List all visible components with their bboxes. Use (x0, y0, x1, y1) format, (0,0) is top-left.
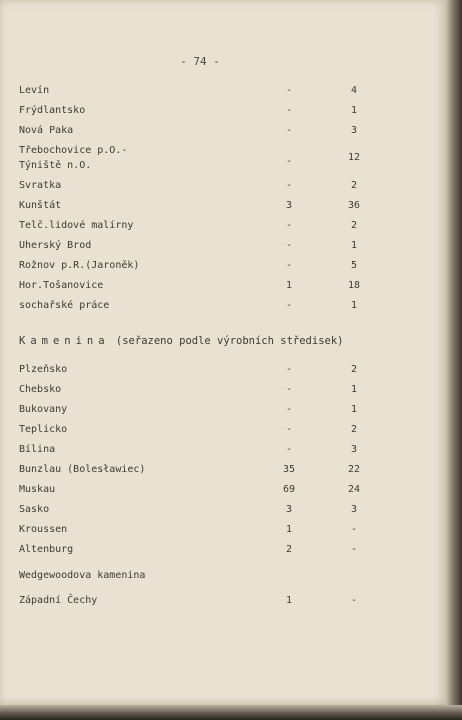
row-name: Hor.Tošanovice (19, 280, 104, 291)
row-col2: 1 (350, 404, 358, 415)
row-col2: 3 (350, 444, 358, 455)
table-row (0, 240, 446, 258)
row-col2: 2 (350, 180, 358, 191)
table-row (0, 200, 446, 218)
row-name: Altenburg (19, 544, 74, 555)
row-col2: 5 (350, 260, 358, 271)
table-row (0, 484, 446, 502)
row-col2: - (350, 524, 358, 535)
table-row (0, 105, 446, 123)
row-name: Telč.lidové malírny (19, 220, 134, 231)
row-name: Rožnov p.R.(Jaroněk) (19, 260, 140, 271)
row-col1: - (285, 404, 293, 415)
table-row (0, 504, 446, 522)
row-col1: - (285, 105, 293, 116)
table-row (0, 595, 446, 613)
row-col1: - (285, 364, 293, 375)
row-name: Západní Čechy (19, 595, 98, 606)
section-heading-word: Kamenina (19, 335, 110, 347)
row-col1: - (285, 240, 293, 251)
row-name: Nová Paka (19, 125, 74, 136)
row-name: sochařské práce (19, 300, 110, 311)
row-col1: - (285, 180, 293, 191)
row-name: Sasko (19, 504, 50, 515)
row-col1: - (285, 220, 293, 231)
row-col1: 3 (285, 200, 293, 211)
row-name: Plzeňsko (19, 364, 68, 375)
table-row (0, 424, 446, 442)
section-heading-note: (seřazeno podle výrobních středisek) (115, 335, 344, 347)
table-row (0, 85, 446, 103)
row-col1: - (285, 85, 293, 96)
table-row (0, 180, 446, 198)
table-row (0, 220, 446, 238)
table-row (0, 524, 446, 542)
table-row (0, 544, 446, 562)
row-col1: 69 (282, 484, 296, 495)
table-row (0, 280, 446, 298)
subsection-heading (0, 570, 446, 588)
section-heading (19, 335, 343, 347)
table-row (0, 464, 446, 482)
row-col1: 1 (285, 595, 293, 606)
row-col2: 3 (350, 504, 358, 515)
row-col2: 2 (350, 364, 358, 375)
row-col2: - (350, 544, 358, 555)
row-name: Bunzlau (Bolesławiec) (19, 464, 146, 475)
row-col1: - (285, 424, 293, 435)
row-col2: 1 (350, 384, 358, 395)
row-col1: 1 (285, 280, 293, 291)
row-col1: 35 (282, 464, 296, 475)
table-row (0, 152, 446, 178)
page-number: - 74 - (180, 55, 220, 68)
table-row (0, 125, 446, 143)
row-col1: 2 (285, 544, 293, 555)
row-col1: 3 (285, 504, 293, 515)
row-col2: 12 (347, 152, 361, 163)
table-row (0, 364, 446, 382)
row-col1: - (285, 384, 293, 395)
row-col1: - (285, 156, 293, 167)
page-edge (446, 0, 462, 720)
row-col2: 1 (350, 240, 358, 251)
row-name: Bílina (19, 444, 56, 455)
table-row (0, 404, 446, 422)
row-name: Muskau (19, 484, 56, 495)
row-col2: 2 (350, 220, 358, 231)
row-col1: - (285, 444, 293, 455)
row-name: Frýdlantsko (19, 105, 86, 116)
row-col2: 22 (347, 464, 361, 475)
table-row (0, 384, 446, 402)
row-name: Kunštát (19, 200, 62, 211)
row-name: Svratka (19, 180, 62, 191)
row-col1: 1 (285, 524, 293, 535)
row-name: Teplicko (19, 424, 68, 435)
row-name: Týniště n.O. (19, 160, 92, 171)
row-col1: - (285, 300, 293, 311)
row-name: Třebochovice p.O.- (19, 145, 128, 156)
table-row (0, 444, 446, 462)
page-bottom-edge (0, 705, 462, 720)
row-col2: 1 (350, 105, 358, 116)
row-col1: - (285, 125, 293, 136)
row-name: Uherský Brod (19, 240, 92, 251)
row-col2: 2 (350, 424, 358, 435)
row-col2: 24 (347, 484, 361, 495)
row-col2: 1 (350, 300, 358, 311)
table-row (0, 300, 446, 318)
row-col2: 4 (350, 85, 358, 96)
wedgwood-heading: Wedgewoodova kamenina (19, 570, 146, 581)
table-row (0, 260, 446, 278)
row-name: Kroussen (19, 524, 68, 535)
row-col2: - (350, 595, 358, 606)
row-name: Chebsko (19, 384, 62, 395)
row-col1: - (285, 260, 293, 271)
row-col2: 36 (347, 200, 361, 211)
row-name: Levín (19, 85, 50, 96)
row-col2: 18 (347, 280, 361, 291)
row-name: Bukovany (19, 404, 68, 415)
row-col2: 3 (350, 125, 358, 136)
